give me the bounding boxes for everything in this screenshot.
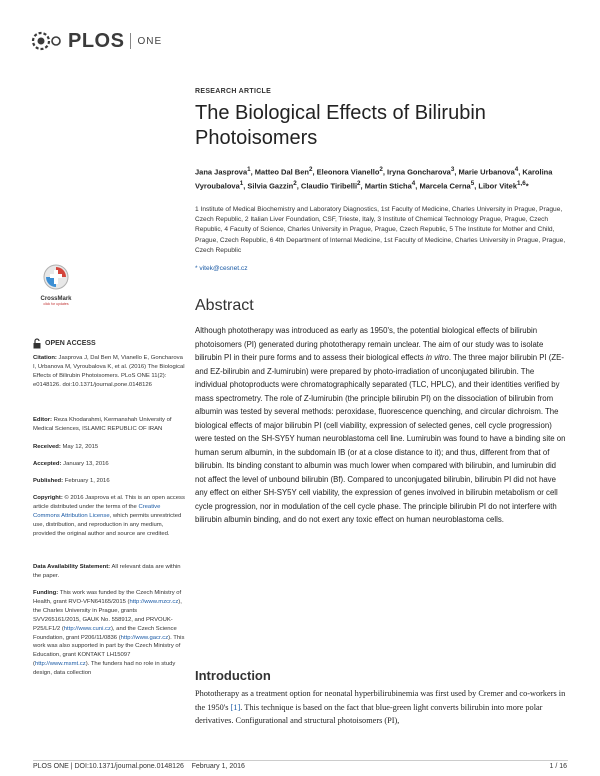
footer-citation: PLOS ONE | DOI:10.1371/journal.pone.0148126 February 1, 2016 (33, 763, 245, 770)
funding-text-5: ). The funders had no role in study design, data collection (33, 661, 176, 677)
open-access-text: OPEN ACCESS (45, 340, 96, 347)
received-block (33, 443, 185, 452)
funding-text-2: ), the Charles University in Prague, grants SVV265161/2015, GAUK No. 558912, and PRVOUK-P25/LF1/2 ( (33, 598, 182, 632)
citation-text: Jasprova J, Dal Ben M, Vianello E, Goncharova I, Urbanova M, Vyroubalova K, et al. (2016) The Biological Effects of Bilirubin Photoisomers. PLoS ONE 11(2): e0148126. doi:10.1371/journal.pone.0148126 (33, 355, 185, 388)
funding-link-cuni[interactable]: http://www.cuni.cz (63, 625, 111, 632)
funding-link-gacr[interactable]: http://www.gacr.cz (120, 634, 169, 641)
funding-block (33, 589, 185, 678)
author-list: Jana Jasprova$^1$, Matteo Dal Ben$^2$, Eleonora Vianello$^2$, Iryna Goncharova$^3$, Marie Urbanova$^4$, Karolina Vyroubalova$^1$, Silvia Gazzin$^2$, Claudio Tiribelli$^2$, Martin Sticha$^4$, Marcela Cerna$^5$, Libor Vitek$^{1,6}$* (195, 166, 553, 190)
published-date: February 1, 2016 (64, 478, 110, 484)
accepted-block (33, 460, 185, 469)
citation-block (33, 354, 185, 390)
data-availability-block (33, 563, 185, 581)
citation-label: Citation: (33, 355, 57, 361)
funding-label: Funding: (33, 590, 59, 596)
plos-one-logo[interactable] (30, 30, 162, 52)
funding-text-1: This work was funded by the Czech Ministry of Health, grant RVO-VFN64165/2015 ( (33, 590, 182, 605)
logo-divider (130, 33, 131, 49)
copyright-text-b: , which permits unrestricted use, distribution, and reproduction in any medium, provided the original author and source are credited. (33, 512, 182, 537)
accepted-label: Accepted: (33, 461, 62, 467)
crossmark-label: CrossMark (40, 296, 72, 302)
published-label: Published: (33, 478, 64, 484)
funding-text-4: ). This work was also supported in part by the Czech Ministry of Education, grant KONTAKT LH15097 ( (33, 634, 185, 668)
crossmark-badge[interactable] (37, 264, 75, 306)
license-link[interactable]: Creative Commons Attribution License (33, 503, 161, 519)
editor-text: Reza Khodarahmi, Kermanshah University of Medical Sciences, ISLAMIC REPUBLIC OF IRAN (33, 417, 172, 432)
crossmark-icon (43, 264, 69, 290)
abstract-heading: Abstract (195, 297, 254, 314)
funding-text-3: ), and the Czech Science Foundation, grant P206/11/0836 ( (33, 625, 177, 641)
accepted-date: January 13, 2016 (63, 461, 109, 467)
copyright-text-a: © 2016 Jasprova et al. This is an open access article distributed under the terms of the (33, 495, 185, 510)
received-date: May 12, 2015 (62, 444, 99, 450)
introduction-text: Phototherapy as a treatment option for neonatal hyperbilirubinemia was first used by Cremer and co-workers in the 1950's [1]. This technique is based on the fact that blue-green light converts bilirubin into more polar derivatives. Configurational and structural photoisomers (PI), (195, 689, 566, 725)
copyright-block (33, 494, 185, 539)
introduction-heading: Introduction (195, 668, 271, 683)
funding-link-msmt[interactable]: http://www.msmt.cz (34, 661, 86, 668)
corresponding-email-link[interactable]: * vitek@cesnet.cz (195, 265, 248, 272)
copyright-label: Copyright: (33, 495, 63, 501)
funding-link-mzcr[interactable]: http://www.mzcr.cz (129, 598, 179, 605)
data-availability-text: All relevant data are within the paper. (33, 564, 181, 579)
abstract-text: Although phototherapy was introduced as early as 1950's, the potential biological effects of bilirubin photoisomers (PI) generated during phototherapy remain unclear. The aim of our study was to isolate bilirubin PI in their pure forms and to assess their biological effects in vitro. The three major bilirubin PI (ZE- and EZ-bilirubin and Z-lumirubin) were prepared by photo-irradiation of unconjugated bilirubin. The individual photoproducts were chromatographically separated (TLC, HPLC), and their identities verified by mass spectrometry. The role of Z-lumirubin (the principle bilirubin PI) on the dissociation of bilirubin from albumin was tested by several methods: peroxidase, fluorescence quenching, and circular dichroism. The biological effects of major bilirubin PI (cell viability, expression of selected genes, cell cycle progression) were tested on the SH-SY5Y human neuroblastoma cell line. Lumirubin was found to have a binding site on human serum albumin, in the subdomain IB (or at a close distance to it); and thus, different from that of bilirubin. Its binding constant to albumin was much lower when compared with bilirubin, and lumirubin did not affect the level of unbound bilirubin (Bf). Compared to unconjugated bilirubin, bilirubin PI did not have any effect on either SH-SY5Y cell viability, the expression of genes involved in bilirubin metabolism or cell cycle progression, nor in modulation of the cell cycle phase. The principle bilirubin PI do not interfere with bilirubin albumin binding, and do not exert any toxic effect on human neuroblastoma cells. (195, 326, 566, 524)
open-lock-icon (33, 338, 41, 349)
article-title: The Biological Effects of Bilirubin Photoisomers (195, 102, 486, 149)
logo-text: PLOS (68, 29, 125, 52)
crossmark-sub: click for updates (43, 302, 69, 306)
open-access-label (33, 338, 96, 349)
editor-label: Editor: (33, 417, 52, 423)
data-availability-label: Data Availability Statement: (33, 564, 111, 570)
footer-divider (33, 760, 568, 761)
page-number: 1 / 16 (549, 763, 567, 770)
affiliations: 1 Institute of Medical Biochemistry and Laboratory Diagnostics, 1st Faculty of Medicine, Charles University in Prague, Prague, Czech Republic, 2 Italian Liver Foundation, CSF, Trieste, Italy, 3 Institute of Chemical Technology Prague, Prague, Czech Republic, 4 Faculty of Science, Charles University in Prague, Prague, Czech Republic, 5 The Institute for Mother and Child, Prague, Czech Republic, 6 4th Department of Internal Medicine, 1st Faculty of Medicine, Charles University in Prague, Prague, Czech Republic (195, 206, 566, 254)
article-type: RESEARCH ARTICLE (195, 88, 272, 95)
journal-name: ONE (137, 35, 163, 47)
plos-logo-icon (30, 30, 66, 52)
editor-block (33, 416, 185, 434)
published-block (33, 477, 185, 486)
received-label: Received: (33, 444, 61, 450)
